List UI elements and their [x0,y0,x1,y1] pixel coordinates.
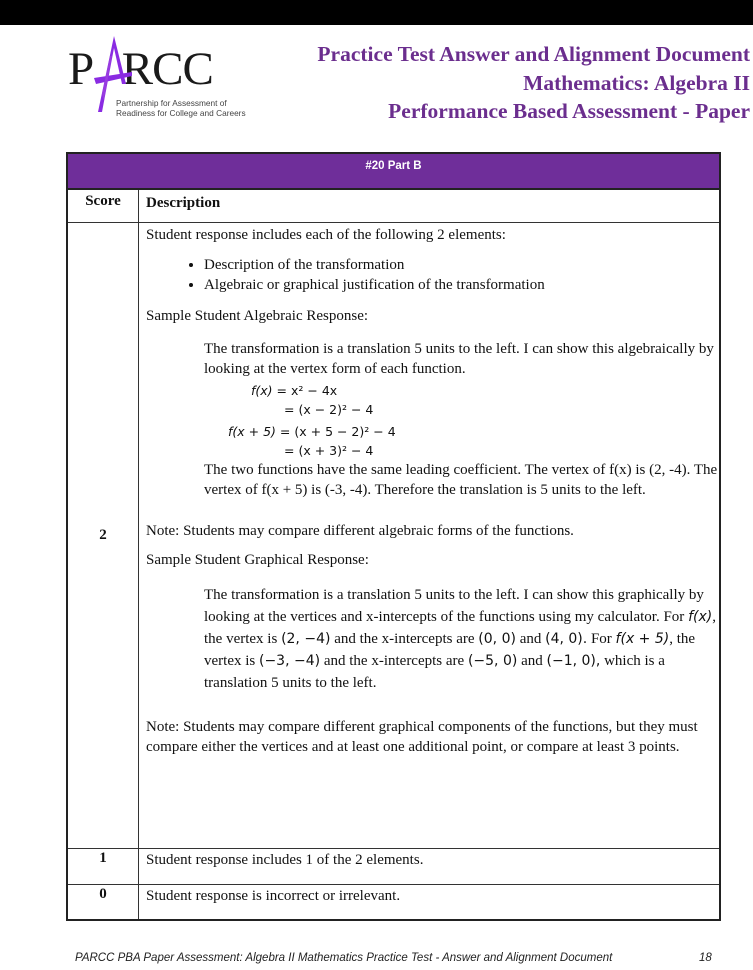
page-footer: PARCC PBA Paper Assessment: Algebra II Mathematics Practice Test - Answer and Alignment Document [75,952,613,964]
score-value: 1 [99,850,107,866]
table-row-score-2 [68,223,719,849]
score-column-header: Score [68,190,139,222]
algebraic-heading: Sample Student Algebraic Response: [146,308,369,324]
equation-block [204,381,719,460]
top-black-bar [0,0,753,25]
scoring-rubric-table [66,152,721,921]
rubric-intro: Student response includes each of the following 2 elements: [146,227,506,243]
algebraic-text: The transformation is a translation 5 units to the left. I can show this algebraically by looking at the vertex form of each function. [204,341,714,377]
header-assessment: Performance Based Assessment - Paper [388,99,750,123]
description-column-header: Description [146,195,221,211]
algebraic-note: Note: Students may compare different algebraic forms of the functions. [146,523,574,539]
table-header-row [68,190,719,223]
table-row-score-0 [68,885,719,919]
element-list [146,255,719,295]
equation-line: f(x) = x² − 4x [251,383,338,398]
list-item: • Algebraic or graphical justification of the transformation [204,275,719,295]
table-row-score-1 [68,849,719,885]
graphical-text: The transformation is a translation 5 units to the left. I can show this graphically by looking at the vertices and x-intercepts of the functions using my calculator. For f(x), the vertex is (2, −4) and the x-intercepts are (0, 0) and (4, 0). For f(x + 5), the vertex is (−3, −4) and the x-intercepts are (−5, 0) and (−1, 0), which is a translation 5 units to the left. [204,587,716,691]
page-number: 18 [699,952,712,964]
graphical-note: Note: Students may compare different graphical components of the functions, but they must compare either the vertices and at least one additional point, or compare at least 3 points. [146,719,698,755]
score-value: 0 [99,886,107,902]
description-cell [139,223,719,848]
item-title: #20 Part B [68,154,719,190]
parcc-logo [66,34,246,124]
logo-subtitle: Partnership for Assessment of Readiness for College and Careers [116,98,246,118]
score-value: 2 [99,527,107,543]
header-subject: Mathematics: Algebra II [523,70,750,95]
graphical-heading: Sample Student Graphical Response: [146,552,369,568]
list-item: • Description of the transformation [204,255,719,275]
logo-wordmark: P RCC [68,43,213,95]
equation-line: = (x + 3)² − 4 [284,443,374,458]
description-cell: Student response includes 1 of the 2 elements. [146,852,424,868]
header-title: Practice Test Answer and Alignment Document [317,42,750,66]
equation-line: f(x + 5) = (x + 5 − 2)² − 4 [228,424,396,439]
algebraic-conclusion: The two functions have the same leading coefficient. The vertex of f(x) is (2, -4). The vertex of f(x + 5) is (-3, -4). Therefore the translation is 5 units to the left. [204,462,718,498]
description-cell: Student response is incorrect or irrelevant. [146,888,401,904]
document-header [317,40,750,126]
equation-line: = (x − 2)² − 4 [284,402,374,417]
